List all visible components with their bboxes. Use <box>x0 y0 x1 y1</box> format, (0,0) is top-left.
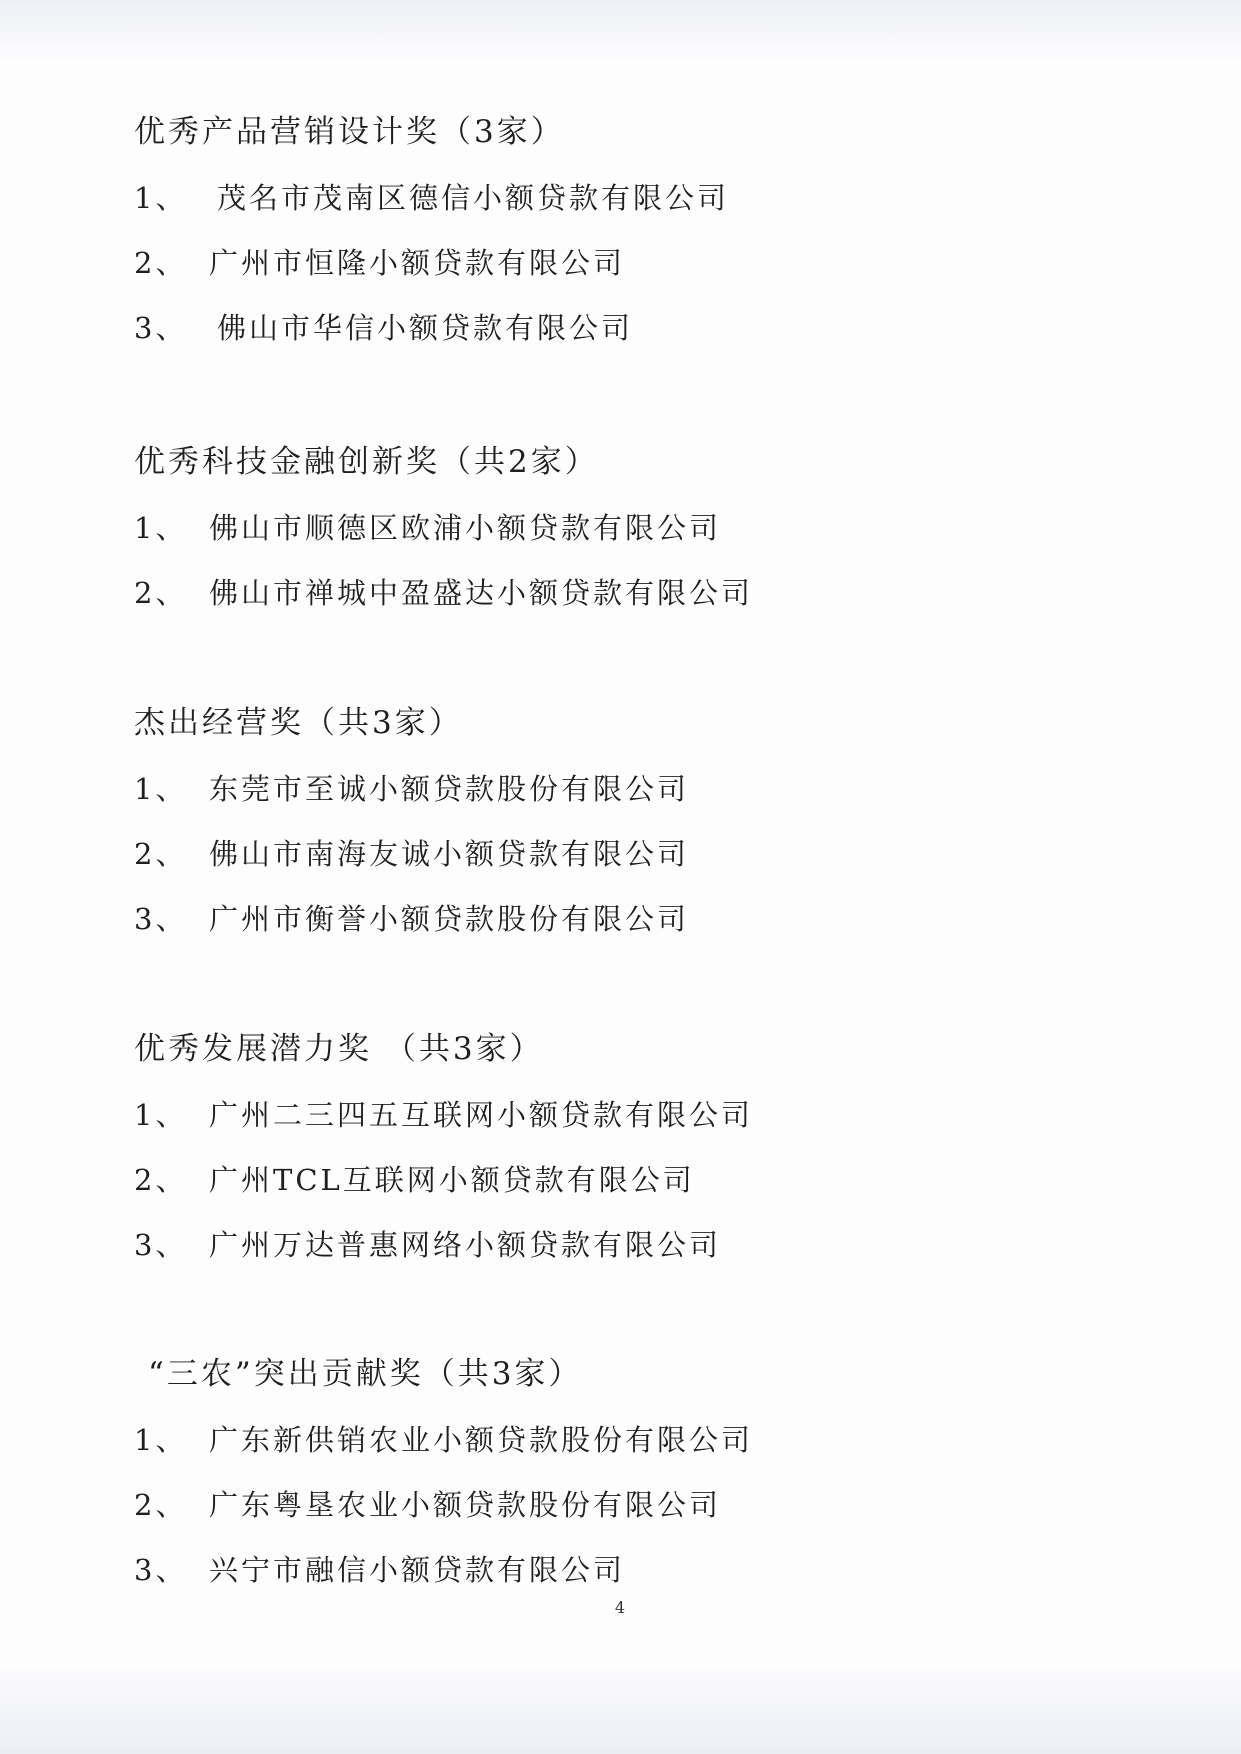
section-title: 杰出经营奖（共3家） <box>134 705 463 741</box>
list-item <box>134 282 1134 347</box>
company-name: 广东粤垦农业小额贷款股份有限公司 <box>209 1488 722 1522</box>
list-item <box>134 808 1134 873</box>
item-number: 1、 <box>134 1423 188 1457</box>
item-number: 1、 <box>134 1098 188 1132</box>
scan-shadow-bottom <box>0 1670 1241 1754</box>
section-title: 优秀产品营销设计奖（3家） <box>134 114 565 150</box>
list-item <box>134 743 1134 808</box>
award-section-rural-contribution <box>134 1354 1134 1589</box>
item-number: 2、 <box>134 837 188 871</box>
section-title: “三农”突出贡献奖（共3家） <box>148 1356 583 1392</box>
award-section-fintech-innovation <box>134 442 1134 612</box>
item-number: 3、 <box>134 902 188 936</box>
company-name: 佛山市南海友诚小额贷款有限公司 <box>209 837 690 871</box>
award-section-marketing-design <box>134 112 1134 347</box>
award-section-outstanding-operation <box>134 703 1134 938</box>
company-name: 广东新供销农业小额贷款股份有限公司 <box>209 1423 754 1457</box>
item-number: 1、 <box>134 181 188 215</box>
item-number: 3、 <box>134 311 188 345</box>
item-number: 3、 <box>134 1228 188 1262</box>
list-item <box>134 1459 1134 1524</box>
item-number: 3、 <box>134 1553 188 1587</box>
award-section-development-potential <box>134 1029 1134 1264</box>
company-name: 广州市衡誉小额贷款股份有限公司 <box>209 902 690 936</box>
list-item <box>134 1524 1134 1589</box>
company-name: 兴宁市融信小额贷款有限公司 <box>209 1553 626 1587</box>
company-list <box>134 1069 1134 1264</box>
company-list <box>134 152 1134 347</box>
list-item <box>134 152 1134 217</box>
company-name: 广州TCL互联网小额贷款有限公司 <box>209 1163 695 1197</box>
company-name: 东莞市至诚小额贷款股份有限公司 <box>209 772 690 806</box>
list-item <box>134 1069 1134 1134</box>
company-name: 广州万达普惠网络小额贷款有限公司 <box>209 1228 722 1262</box>
company-name: 佛山市顺德区欧浦小额贷款有限公司 <box>209 511 722 545</box>
company-name: 佛山市禅城中盈盛达小额贷款有限公司 <box>209 576 754 610</box>
list-item <box>134 1134 1134 1199</box>
list-item <box>134 482 1134 547</box>
list-item <box>134 217 1134 282</box>
item-number: 2、 <box>134 246 188 280</box>
company-name: 广州市恒隆小额贷款有限公司 <box>209 246 626 280</box>
item-number: 1、 <box>134 772 188 806</box>
item-number: 2、 <box>134 1488 188 1522</box>
company-name: 广州二三四五互联网小额贷款有限公司 <box>209 1098 754 1132</box>
list-item <box>134 873 1134 938</box>
item-number: 1、 <box>134 511 188 545</box>
section-title: 优秀科技金融创新奖（共2家） <box>134 444 599 480</box>
list-item <box>134 1394 1134 1459</box>
company-list <box>134 482 1134 612</box>
item-number: 2、 <box>134 576 188 610</box>
company-list <box>134 743 1134 938</box>
company-list <box>134 1394 1134 1589</box>
section-title: 优秀发展潜力奖 （共3家） <box>134 1031 544 1067</box>
company-name: 佛山市华信小额贷款有限公司 <box>217 311 634 345</box>
item-number: 2、 <box>134 1163 188 1197</box>
list-item <box>134 1199 1134 1264</box>
page-number: 4 <box>614 1598 626 1617</box>
list-item <box>134 547 1134 612</box>
company-name: 茂名市茂南区德信小额贷款有限公司 <box>217 181 730 215</box>
scan-shadow-top <box>0 0 1241 60</box>
